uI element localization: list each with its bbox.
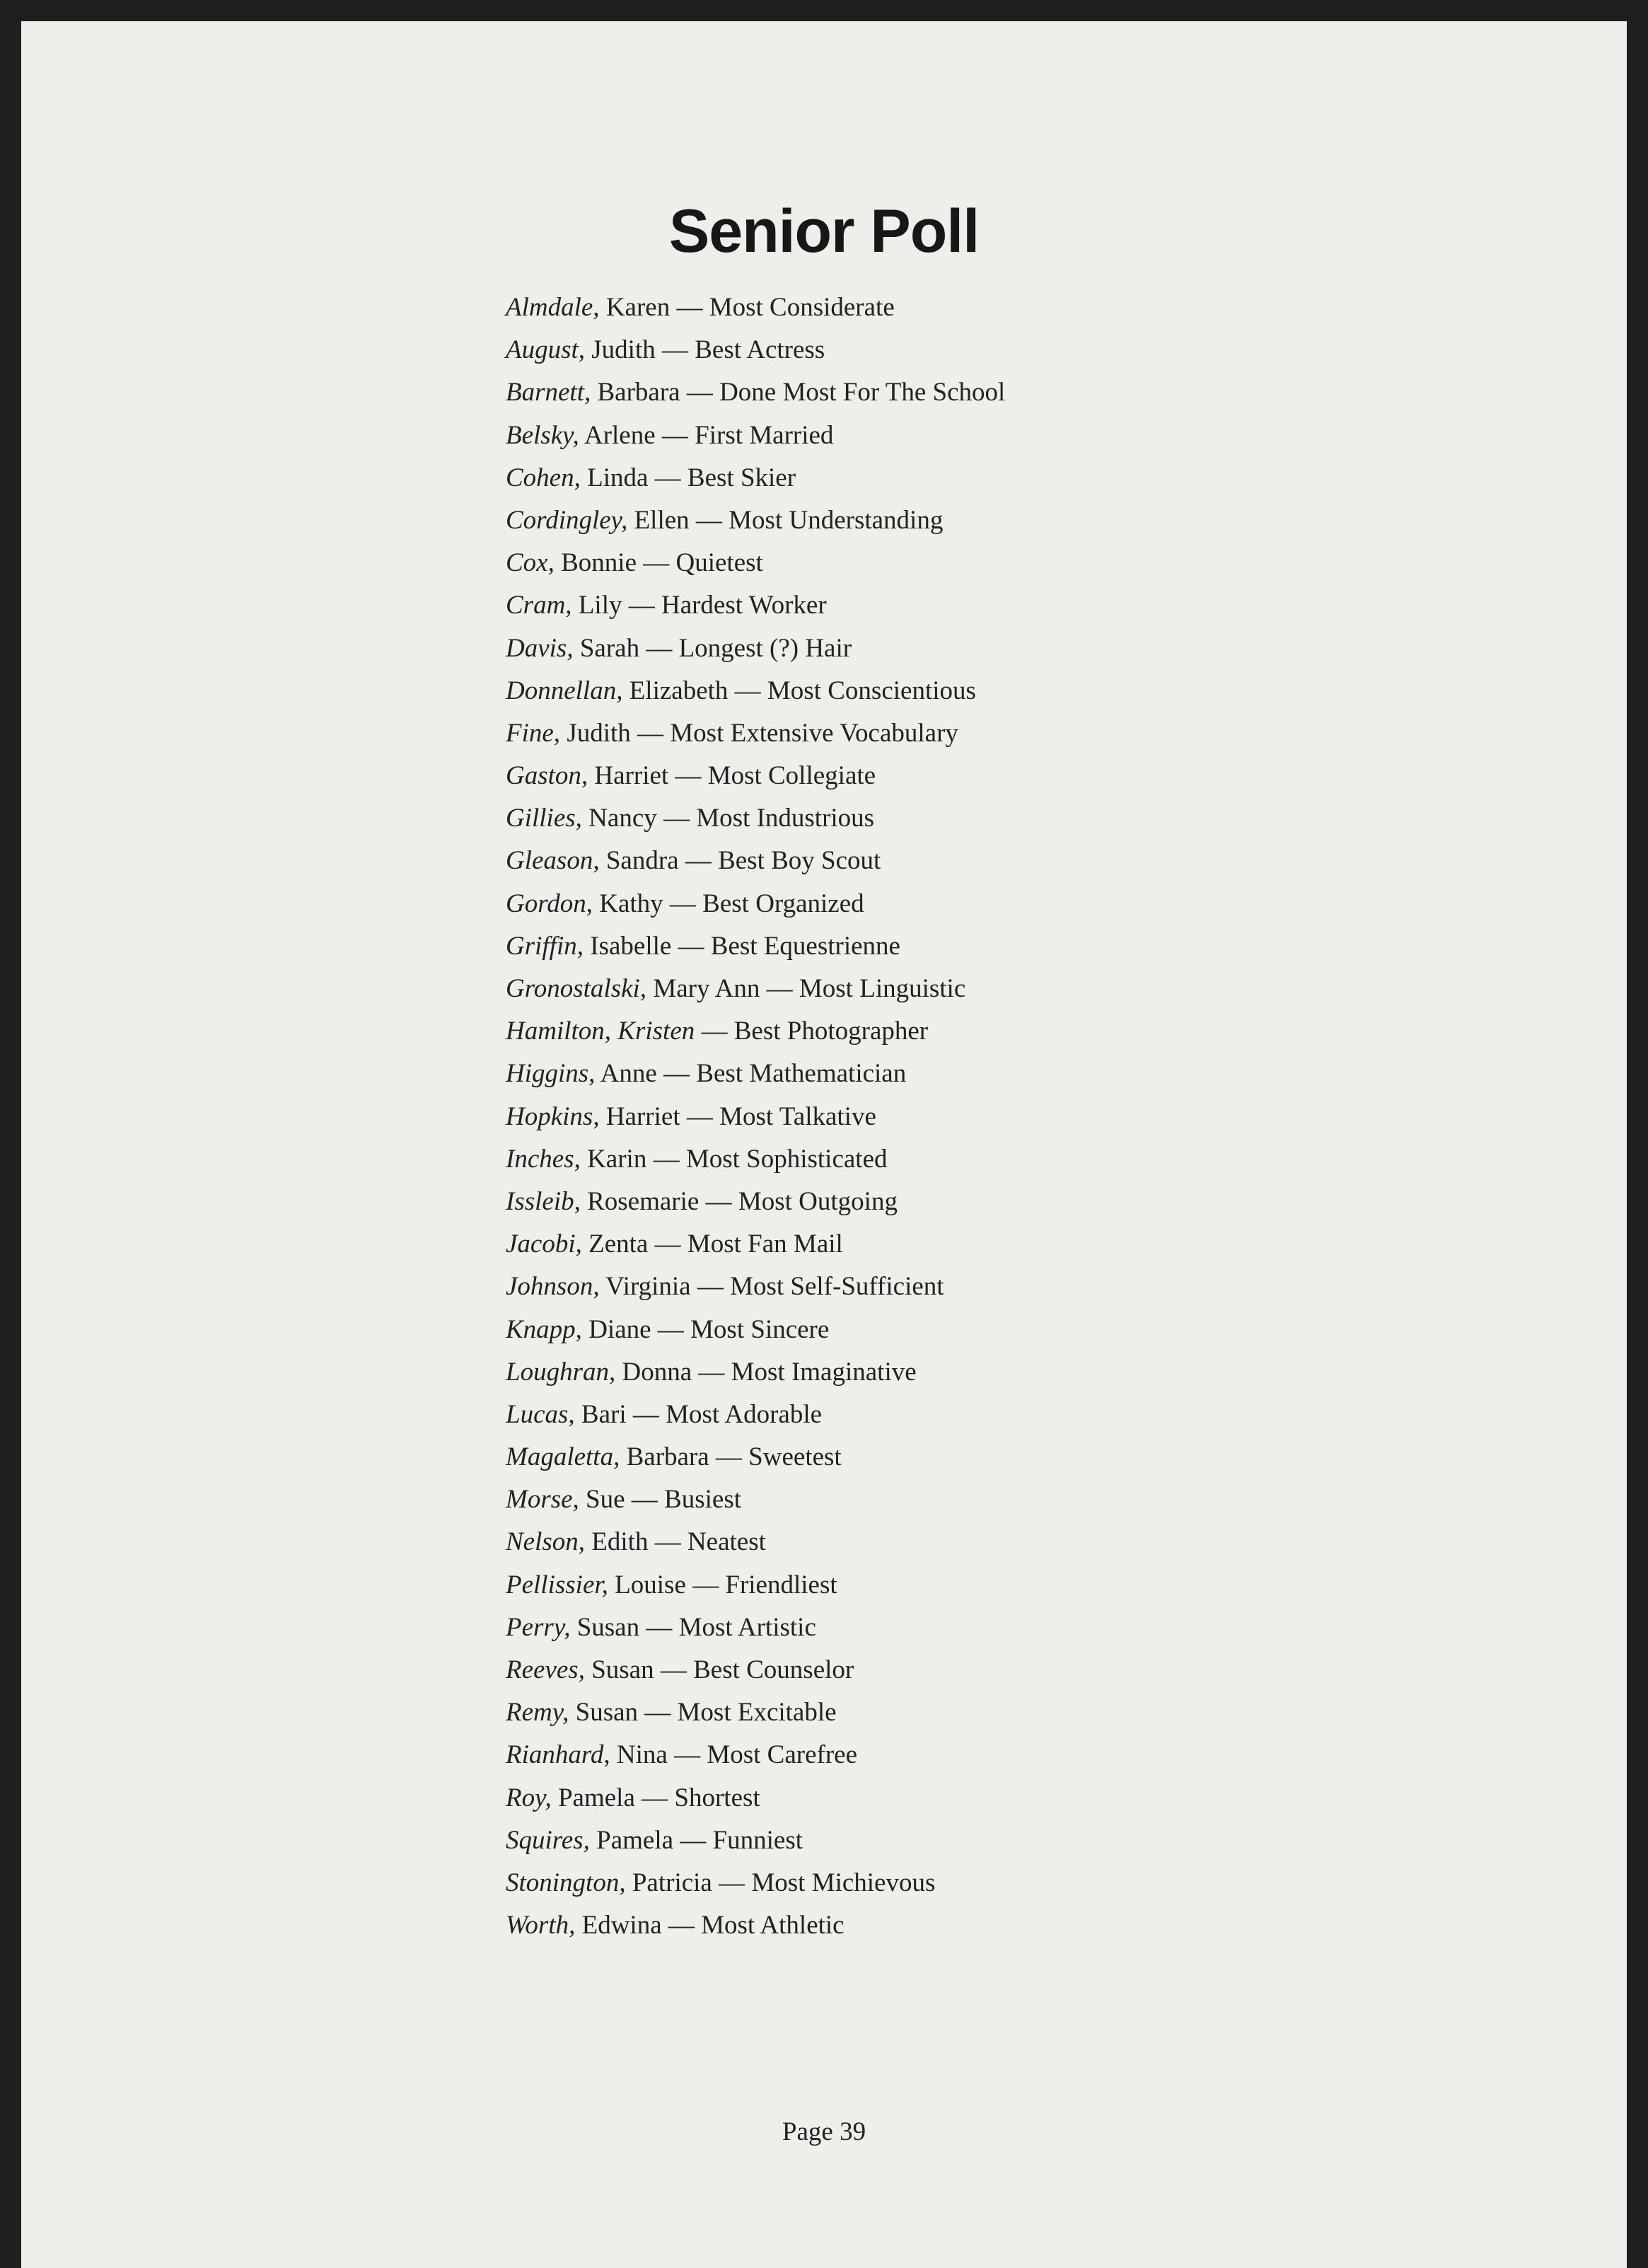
entry-detail: Pamela — Funniest: [589, 1825, 803, 1855]
list-item: [506, 1266, 1005, 1308]
entry-surname: Squires,: [506, 1825, 590, 1855]
list-item: [506, 1351, 1005, 1394]
entry-detail: Bari — Most Adorable: [574, 1399, 823, 1429]
entry-detail: Diane — Most Sincere: [581, 1314, 830, 1344]
list-item: [506, 627, 1005, 670]
entry-surname: Morse,: [506, 1485, 579, 1515]
list-item: [506, 925, 1005, 968]
entry-detail: Susan — Most Excitable: [569, 1698, 837, 1728]
entry-surname: Stonington,: [506, 1868, 626, 1897]
entry-detail: Ellen — Most Understanding: [627, 505, 944, 535]
list-item: [506, 755, 1005, 797]
entry-surname: Pellissier,: [506, 1570, 608, 1599]
entry-detail: Pamela — Shortest: [551, 1783, 760, 1812]
list-item: [506, 584, 1005, 627]
entry-detail: Barbara — Done Most For The School: [591, 378, 1006, 407]
entry-detail: Kathy — Best Organized: [593, 889, 864, 918]
entry-surname: Gaston,: [506, 761, 588, 791]
entry-detail: Arlene — First Married: [579, 420, 834, 450]
entry-detail: Rosemarie — Most Outgoing: [580, 1186, 898, 1216]
list-item: [506, 371, 1005, 414]
entry-surname: Belsky,: [506, 420, 579, 450]
entry-surname: Perry,: [506, 1612, 571, 1642]
list-item: [506, 1309, 1005, 1351]
entry-detail: Nina — Most Carefree: [610, 1740, 858, 1770]
entry-detail: Virginia — Most Self-Sufficient: [599, 1272, 944, 1302]
entry-surname: Gillies,: [506, 804, 582, 833]
list-item: [506, 1181, 1005, 1223]
entry-detail: Mary Ann — Most Linguistic: [646, 974, 966, 1003]
entry-surname: Donnellan,: [506, 676, 623, 705]
entry-detail: Isabelle — Best Equestrienne: [584, 931, 900, 961]
entry-detail: Nancy — Most Industrious: [581, 804, 875, 833]
list-item: [506, 1521, 1005, 1563]
list-item: [506, 287, 1005, 329]
entry-surname: Gronostalski,: [506, 974, 647, 1003]
entry-detail: Zenta — Most Fan Mail: [581, 1230, 843, 1259]
entry-surname: Higgins,: [506, 1059, 596, 1089]
entry-surname: Fine,: [506, 718, 561, 748]
entry-surname: Hopkins,: [506, 1101, 600, 1131]
entry-detail: Linda — Best Skier: [580, 463, 796, 492]
entry-surname: Barnett,: [506, 378, 591, 407]
list-item: [506, 1436, 1005, 1479]
entry-surname: Reeves,: [506, 1655, 585, 1684]
entry-detail: Susan — Best Counselor: [584, 1655, 854, 1684]
entry-surname: Gleason,: [506, 846, 600, 876]
entry-detail: Harriet — Most Talkative: [599, 1101, 876, 1131]
list-item: [506, 1138, 1005, 1181]
entry-surname: Johnson,: [506, 1272, 600, 1302]
list-item: [506, 1479, 1005, 1521]
list-item: [506, 415, 1005, 457]
entry-surname: Cordingley,: [506, 505, 628, 535]
entry-surname: Davis,: [506, 633, 574, 663]
entry-surname: Roy,: [506, 1783, 552, 1812]
entry-detail: Judith — Best Actress: [585, 335, 825, 365]
list-item: [506, 1819, 1005, 1862]
entry-detail: Bonnie — Quietest: [554, 548, 763, 578]
entry-surname: Lucas,: [506, 1399, 575, 1429]
entry-detail: Sarah — Longest (?) Hair: [573, 633, 852, 663]
entry-detail: Sue — Busiest: [579, 1485, 742, 1515]
entry-surname: Magaletta,: [506, 1442, 620, 1472]
entry-surname: Rianhard,: [506, 1740, 610, 1770]
entry-detail: Barbara — Sweetest: [620, 1442, 842, 1472]
entry-surname: Issleib,: [506, 1186, 581, 1216]
entry-detail: Edwina — Most Athletic: [575, 1911, 845, 1940]
entry-surname: Remy,: [506, 1698, 569, 1728]
entry-detail: Donna — Most Imaginative: [615, 1357, 917, 1387]
entry-detail: Louise — Friendliest: [608, 1570, 837, 1599]
entry-surname: Cohen,: [506, 463, 581, 492]
entry-surname: Loughran,: [506, 1357, 616, 1387]
entry-surname: Almdale,: [506, 293, 600, 322]
list-item: [506, 1607, 1005, 1649]
list-item: [506, 712, 1005, 755]
entry-surname: Cox,: [506, 548, 555, 578]
entry-detail: Judith — Most Extensive Vocabulary: [560, 718, 958, 748]
entry-detail: Karen — Most Considerate: [599, 293, 895, 322]
list-item: [506, 1053, 1005, 1095]
page-title: Senior Poll: [668, 197, 980, 265]
entry-detail: Edith — Neatest: [585, 1527, 766, 1557]
list-item: [506, 840, 1005, 882]
entry-detail: Sandra — Best Boy Scout: [599, 846, 881, 876]
entry-surname: Hamilton, Kristen: [506, 1017, 695, 1046]
list-item: [506, 883, 1005, 925]
list-item: [506, 1862, 1005, 1904]
entry-surname: Nelson,: [506, 1527, 586, 1557]
entry-detail: Susan — Most Artistic: [570, 1612, 816, 1642]
entry-detail: Karin — Most Sophisticated: [580, 1144, 888, 1174]
list-item: [506, 329, 1005, 371]
entry-surname: Gordon,: [506, 889, 593, 918]
list-item: [506, 542, 1005, 584]
entry-surname: Cram,: [506, 591, 572, 620]
list-item: [506, 1223, 1005, 1266]
list-item: [506, 1564, 1005, 1607]
entry-surname: Inches,: [506, 1144, 581, 1174]
entry-surname: Knapp,: [506, 1314, 582, 1344]
list-item: [506, 1096, 1005, 1138]
page-number: Page 39: [782, 2117, 866, 2146]
list-item: [506, 1734, 1005, 1776]
list-item: [506, 670, 1005, 712]
entry-surname: Jacobi,: [506, 1230, 582, 1259]
list-item: [506, 968, 1005, 1010]
entry-detail: Patricia — Most Michievous: [625, 1868, 936, 1897]
list-item: [506, 1904, 1005, 1947]
list-item: [506, 499, 1005, 542]
list-item: [506, 1649, 1005, 1691]
entry-detail: — Best Photographer: [695, 1017, 929, 1046]
entry-surname: Griffin,: [506, 931, 584, 961]
entry-detail: Lily — Hardest Worker: [571, 591, 827, 620]
page: [21, 21, 1627, 2268]
entry-surname: Worth,: [506, 1911, 576, 1940]
entry-detail: Harriet — Most Collegiate: [588, 761, 876, 791]
list-item: [506, 1691, 1005, 1734]
entry-surname: August,: [506, 335, 586, 365]
entry-detail: Anne — Best Mathematician: [595, 1059, 907, 1089]
list-item: [506, 1777, 1005, 1819]
list-item: [506, 1394, 1005, 1436]
list-item: [506, 457, 1005, 499]
list-item: [506, 1010, 1005, 1053]
poll-list: [506, 287, 1005, 1947]
list-item: [506, 797, 1005, 840]
entry-detail: Elizabeth — Most Conscientious: [622, 676, 976, 705]
